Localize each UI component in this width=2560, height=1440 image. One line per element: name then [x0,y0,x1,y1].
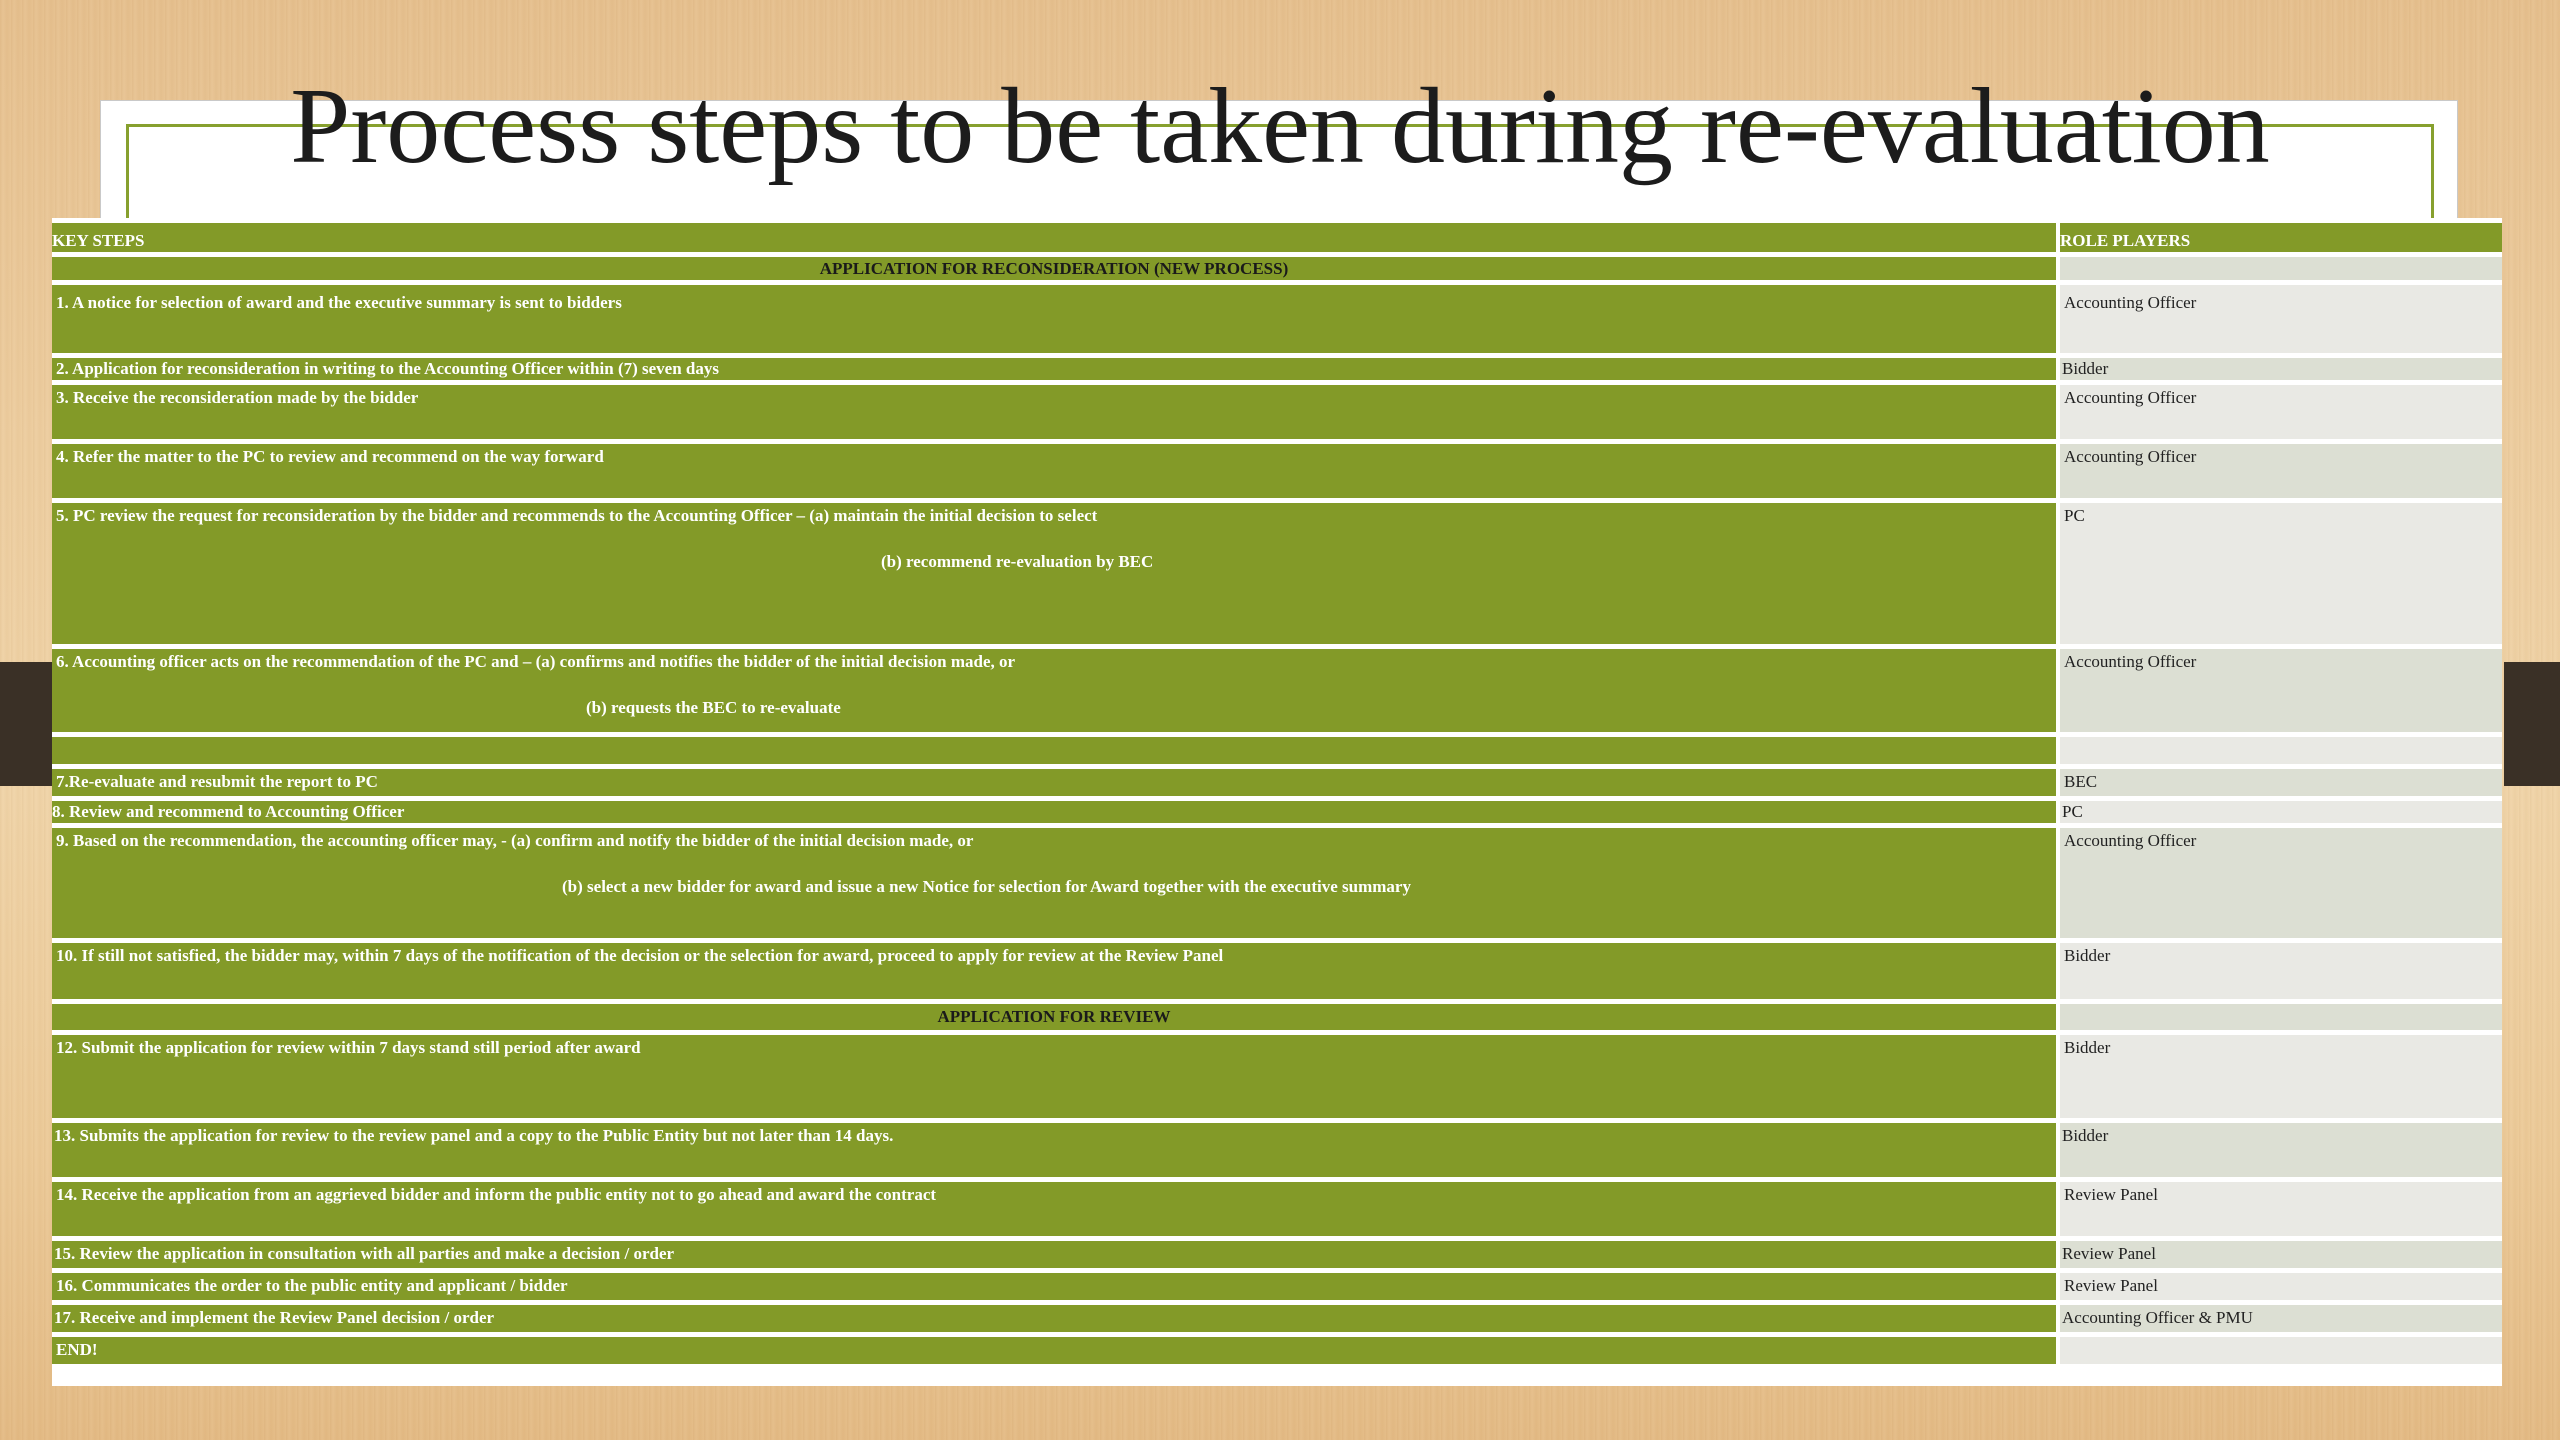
step-cell: 17. Receive and implement the Review Panel decision / order [52,1305,2056,1332]
role-cell: Review Panel [2060,1182,2502,1236]
step-sub-option: (b) recommend re-evaluation by BEC [881,552,1154,571]
role-cell: Accounting Officer [2060,385,2502,439]
table-row [52,1035,2502,1118]
table-row [52,358,2502,380]
role-cell: Bidder [2060,943,2502,999]
section-row [52,257,2502,280]
role-cell: Bidder [2060,358,2502,380]
step-cell: 1. A notice for selection of award and the executive summary is sent to bidders [52,285,2056,353]
step-cell: 5. PC review the request for reconsideration by the bidder and recommends to the Accounting Officer – (a) maintain the initial decision to select (b) recommend re-evaluation by BEC [52,503,2056,644]
step-cell: 10. If still not satisfied, the bidder may, within 7 days of the notification of the decision or the selection for award, proceed to apply for review at the Review Panel [52,943,2056,999]
role-cell: Accounting Officer [2060,444,2502,498]
role-cell [2060,737,2502,764]
table-row [52,801,2502,823]
role-cell: Bidder [2060,1123,2502,1177]
table-row [52,1123,2502,1177]
table-row [52,1273,2502,1300]
table-row [52,649,2502,732]
role-cell [2060,1337,2502,1364]
role-players-header: ROLE PLAYERS [2060,223,2502,252]
table-row [52,385,2502,439]
step-cell: 15. Review the application in consultation with all parties and make a decision / order [52,1241,2056,1268]
role-cell [2060,257,2502,280]
step-cell: 7.Re-evaluate and resubmit the report to PC [52,769,2056,796]
step-cell: 9. Based on the recommendation, the accounting officer may, - (a) confirm and notify the bidder of the initial decision made, or (b) select a new bidder for award and issue a new Notice for selection for Award together with the executive summary [52,828,2056,938]
table-row [52,503,2502,644]
role-cell: PC [2060,503,2502,644]
table-row [52,828,2502,938]
step-cell: 3. Receive the reconsideration made by the bidder [52,385,2056,439]
table-header-row [52,223,2502,252]
role-cell: BEC [2060,769,2502,796]
step-cell: 8. Review and recommend to Accounting Officer [52,801,2056,823]
table-row [52,1182,2502,1236]
role-cell: Accounting Officer [2060,649,2502,732]
role-cell [2060,1004,2502,1030]
role-cell: Bidder [2060,1035,2502,1118]
left-dark-band [0,662,56,786]
role-cell: Accounting Officer & PMU [2060,1305,2502,1332]
step-cell: 14. Receive the application from an aggrieved bidder and inform the public entity not to go ahead and award the contract [52,1182,2056,1236]
table-row [52,1305,2502,1332]
role-cell: PC [2060,801,2502,823]
role-cell: Review Panel [2060,1241,2502,1268]
table-row [52,769,2502,796]
step-cell: 16. Communicates the order to the public entity and applicant / bidder [52,1273,2056,1300]
step-cell: 4. Refer the matter to the PC to review and recommend on the way forward [52,444,2056,498]
slide-title: Process steps to be taken during re-evaluation [290,67,2270,186]
step-sub-option: (b) select a new bidder for award and issue a new Notice for selection for Award together with the executive summary [562,877,1411,896]
step-cell: 12. Submit the application for review within 7 days stand still period after award [52,1035,2056,1118]
step-cell: 2. Application for reconsideration in writing to the Accounting Officer within (7) seven days [52,358,2056,380]
step-sub-option: (b) requests the BEC to re-evaluate [586,698,841,717]
table-row [52,943,2502,999]
step-cell: 13. Submits the application for review to the review panel and a copy to the Public Entity but not later than 14 days. [52,1123,2056,1177]
section-heading: APPLICATION FOR RECONSIDERATION (NEW PROCESS) [52,257,2056,280]
role-cell: Accounting Officer [2060,285,2502,353]
section-heading: APPLICATION FOR REVIEW [52,1004,2056,1030]
step-cell: END! [52,1337,2056,1364]
process-steps-table [52,218,2502,1369]
table-row [52,1241,2502,1268]
process-table-container [52,218,2502,1386]
step-cell [52,737,2056,764]
step-cell: 6. Accounting officer acts on the recommendation of the PC and – (a) confirms and notifies the bidder of the initial decision made, or (b) requests the BEC to re-evaluate [52,649,2056,732]
key-steps-header: KEY STEPS [52,223,2056,252]
role-cell: Review Panel [2060,1273,2502,1300]
table-row-blank [52,737,2502,764]
table-row [52,285,2502,353]
section-row [52,1004,2502,1030]
role-cell: Accounting Officer [2060,828,2502,938]
table-row-end [52,1337,2502,1364]
table-row [52,444,2502,498]
right-dark-band [2504,662,2560,786]
